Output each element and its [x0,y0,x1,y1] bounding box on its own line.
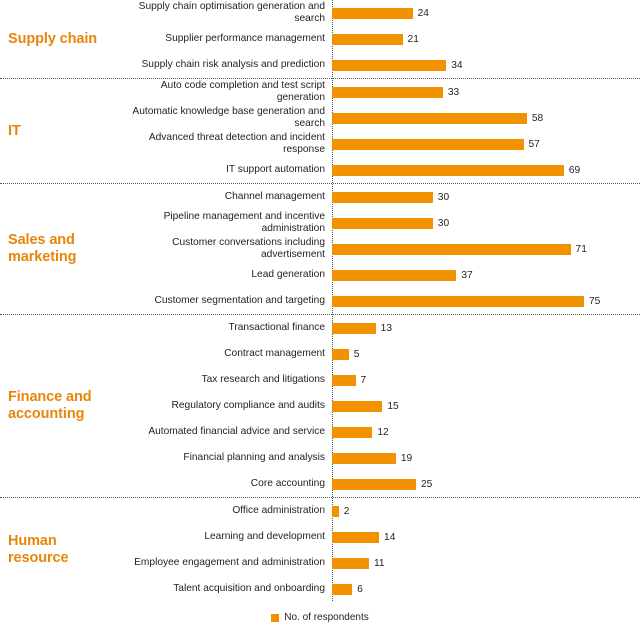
bar [332,8,413,19]
bar [332,87,443,98]
bar-row [116,26,640,52]
bar [332,375,356,386]
bar-value-label: 6 [357,583,363,595]
bar-area [332,393,640,419]
bar [332,401,382,412]
bar [332,113,527,124]
bar [332,453,396,464]
bar [332,532,379,543]
bar-area [332,341,640,367]
bar-value-label: 15 [387,400,399,412]
bar-value-label: 71 [575,243,587,255]
bar-row [116,445,640,471]
bar-area [332,445,640,471]
legend-label: No. of respondents [284,612,369,623]
bar-area [332,524,640,550]
chart-legend [0,612,640,623]
bar-value-label: 57 [528,138,540,150]
bar-value-label: 13 [380,322,393,334]
bar-category-label: Regulatory compliance and audits [171,400,325,412]
bar-area [332,105,640,131]
bar [332,165,564,176]
bar-value-label: 7 [360,374,367,386]
bar-value-label: 30 [437,217,450,229]
bar [332,506,339,517]
bar-category-label: Contract management [224,348,325,360]
bar-area [332,367,640,393]
bar-value-label: 69 [568,164,581,176]
bar-category-label: Talent acquisition and onboarding [173,583,325,595]
chart-group [0,0,640,78]
bar-category-label: Pipeline management and incentive administration [163,211,325,234]
bar-area [332,79,640,105]
bar-area [332,419,640,445]
bar-row [116,0,640,26]
bar-row [116,262,640,288]
bar-value-label: 25 [421,478,433,490]
bar-value-label: 11 [373,557,385,569]
bar-row [116,419,640,445]
group-label: IT [8,122,21,139]
bar-value-label: 34 [451,59,463,71]
bar-row [116,105,640,131]
bar-row [116,498,640,524]
bar-category-label: Supply chain optimisation generation and search [138,1,325,24]
bar-area [332,550,640,576]
bar [332,270,456,281]
bar-category-label: Supplier performance management [165,33,325,45]
bar-area [332,0,640,26]
bar-area [332,236,640,262]
bar-area [332,157,640,183]
bar-value-label: 58 [531,112,544,124]
bar-value-label: 24 [417,7,429,19]
group-label: Sales and marketing [8,232,77,265]
bar-category-label: Auto code completion and test script generation [160,80,325,103]
group-rows [116,315,640,497]
bar-row [116,52,640,78]
bar-value-label: 21 [407,33,419,45]
bar-area [332,131,640,157]
bar-category-label: Lead generation [251,269,325,281]
bar-row [116,184,640,210]
bar-value-label: 5 [353,348,360,360]
bar [332,349,349,360]
bar [332,192,433,203]
group-rows [116,79,640,183]
bar-category-label: Automated financial advice and service [148,426,325,438]
bar-area [332,288,640,314]
bar [332,218,433,229]
bar-category-label: Financial planning and analysis [183,452,325,464]
bar [332,296,584,307]
chart-group [0,315,640,497]
bar-row [116,210,640,236]
bar-category-label: Supply chain risk analysis and prediction [141,59,325,71]
group-label: Human resource [8,533,69,566]
bar-value-label: 30 [437,191,450,203]
bar-category-label: Tax research and litigations [201,374,325,386]
bar-area [332,315,640,341]
bar-row [116,288,640,314]
bar-value-label: 12 [377,426,389,438]
bar-value-label: 19 [400,452,413,464]
bar-row [116,236,640,262]
bar [332,427,372,438]
bar-category-label: Advanced threat detection and incident response [148,132,325,155]
bar [332,34,403,45]
group-rows [116,184,640,314]
bar-row [116,576,640,602]
group-label: Supply chain [8,30,98,47]
bar-row [116,524,640,550]
bar [332,60,446,71]
group-label: Finance and accounting [8,389,92,422]
bar-category-label: Channel management [224,191,325,203]
bar-value-label: 2 [343,505,350,517]
bar-area [332,210,640,236]
bar [332,558,369,569]
bar-area [332,26,640,52]
bar-area [332,184,640,210]
bar [332,244,571,255]
bar-value-label: 14 [384,531,396,543]
bar-area [332,471,640,497]
chart-group [0,184,640,314]
chart-group [0,498,640,602]
bar-row [116,131,640,157]
bar-row [116,393,640,419]
bar-row [116,471,640,497]
bar-category-label: Core accounting [250,478,325,490]
bar-category-label: Customer segmentation and targeting [154,295,325,307]
bar-category-label: Office administration [232,505,325,517]
bar-value-label: 37 [461,269,473,281]
bar-category-label: Employee engagement and administration [134,557,325,569]
bar-area [332,498,640,524]
bar-row [116,157,640,183]
bar-row [116,341,640,367]
bar-area [332,262,640,288]
bar [332,323,376,334]
bar [332,584,352,595]
chart-group [0,79,640,183]
bar-row [116,367,640,393]
group-rows [116,0,640,78]
bar [332,479,416,490]
bar-category-label: IT support automation [226,164,325,176]
bar-category-label: Customer conversations including advertisement [172,237,325,260]
bar-area [332,52,640,78]
group-rows [116,498,640,602]
legend-swatch-icon [271,614,279,622]
bar-value-label: 75 [589,295,601,307]
bar-category-label: Learning and development [204,531,325,543]
bar-row [116,315,640,341]
bar-value-label: 33 [447,86,460,98]
bar-area [332,576,640,602]
bar [332,139,524,150]
bar-row [116,550,640,576]
bar-category-label: Transactional finance [228,322,325,334]
bar-category-label: Automatic knowledge base generation and search [132,106,325,129]
bar-row [116,79,640,105]
